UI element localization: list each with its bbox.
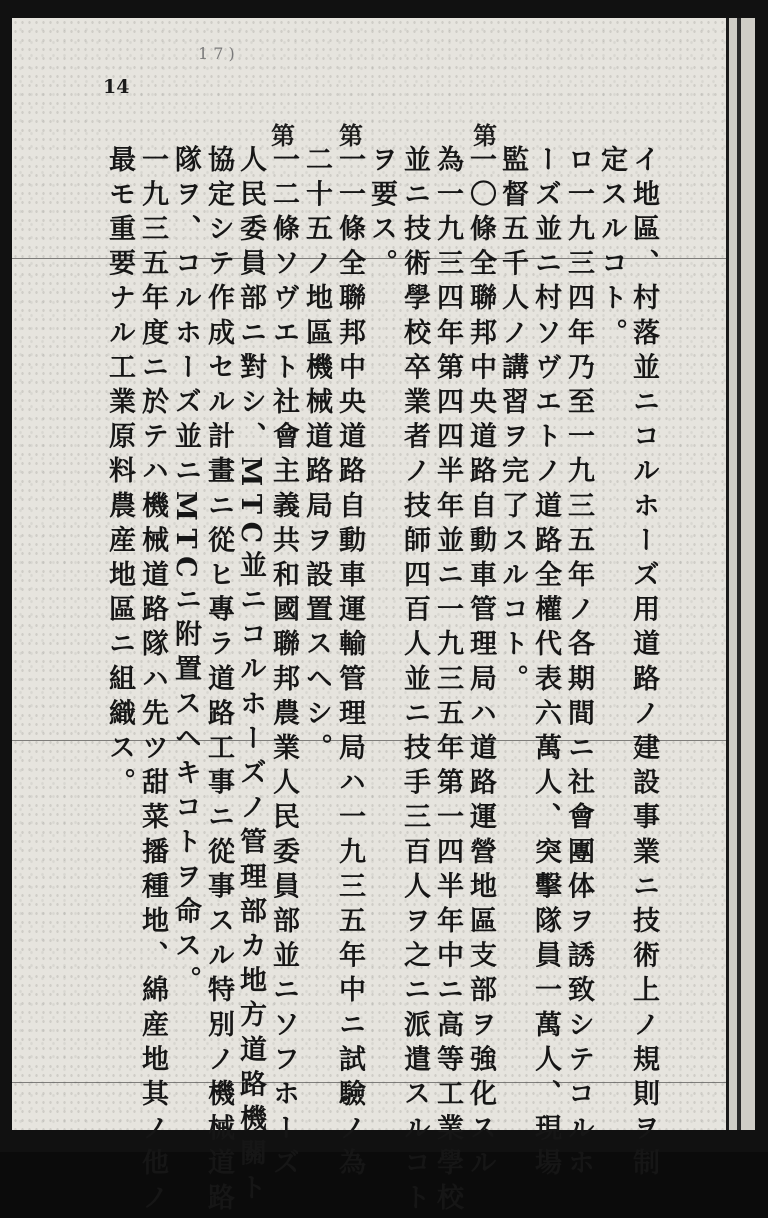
text-column: 一一條全聯邦中央道路自動車運輸管理局ハ一九三五年中ニ試驗ノ為	[334, 145, 365, 1183]
text-column: 一〇條全聯邦中央道路自動車管理局ハ道路運營地區支部ヲ強化スル	[465, 145, 496, 1183]
text-column: 為一九三四年第四四半年並ニ一九三五年第一四半年中ニ高等工業學校	[432, 145, 463, 1218]
article-heading: 第	[271, 121, 295, 150]
binding-edge	[726, 18, 755, 1130]
text-column: 二十五ノ地區機械道路局ヲ設置スヘシ。	[301, 145, 332, 768]
text-column: 協定シテ作成セル計畫ニ從ヒ專ラ道路工事ニ從事スル特別ノ機械道路	[203, 145, 234, 1218]
text-column: 隊ヲ、コルホーズ並ニMTCニ附置スヘキコトヲ命ス。	[170, 145, 201, 1001]
text-column: 並ニ技術學校卒業者ノ技師四百人並ニ技手三百人ヲ之ニ派遣スルコト	[399, 145, 430, 1218]
stray-mark: 1 7 )	[198, 44, 235, 63]
text-column: 一二條ソヴエト社會主義共和國聯邦農業人民委員部並ニソフホーズ	[268, 145, 299, 1183]
text-column: 一九三五年度ニ於テハ機械道路隊ハ先ツ甜菜播種地、綿産地其ノ他ノ	[137, 145, 168, 1218]
page-number: 14	[103, 76, 130, 98]
text-column: ロ一九三四年乃至一九三五年ノ各期間ニ社會團体ヲ誘致シテコルホ	[563, 145, 594, 1183]
scan-fold-line	[12, 1082, 726, 1083]
article-heading: 第	[339, 121, 363, 150]
text-column: ーズ並ニ村ソヴエトノ道路全權代表六萬人、突擊隊員一萬人、現場	[530, 145, 561, 1183]
text-column: 人民委員部ニ對シ、MTC並ニコルホーズノ管理部カ地方道路機關ト	[235, 145, 266, 1209]
text-column: 定スルコト。	[596, 145, 627, 353]
article-heading: 第	[473, 121, 497, 150]
text-column: ヲ要ス。	[366, 145, 397, 284]
text-column: 最モ重要ナル工業原料農産地區ニ組織ス。	[104, 145, 135, 803]
binding-edge-line	[737, 18, 741, 1130]
text-column: イ地區、村落並ニコルホーズ用道路ノ建設事業ニ技術上ノ規則ヲ制	[628, 145, 659, 1183]
text-column: 監督五千人ノ講習ヲ完了スルコト。	[497, 145, 528, 699]
